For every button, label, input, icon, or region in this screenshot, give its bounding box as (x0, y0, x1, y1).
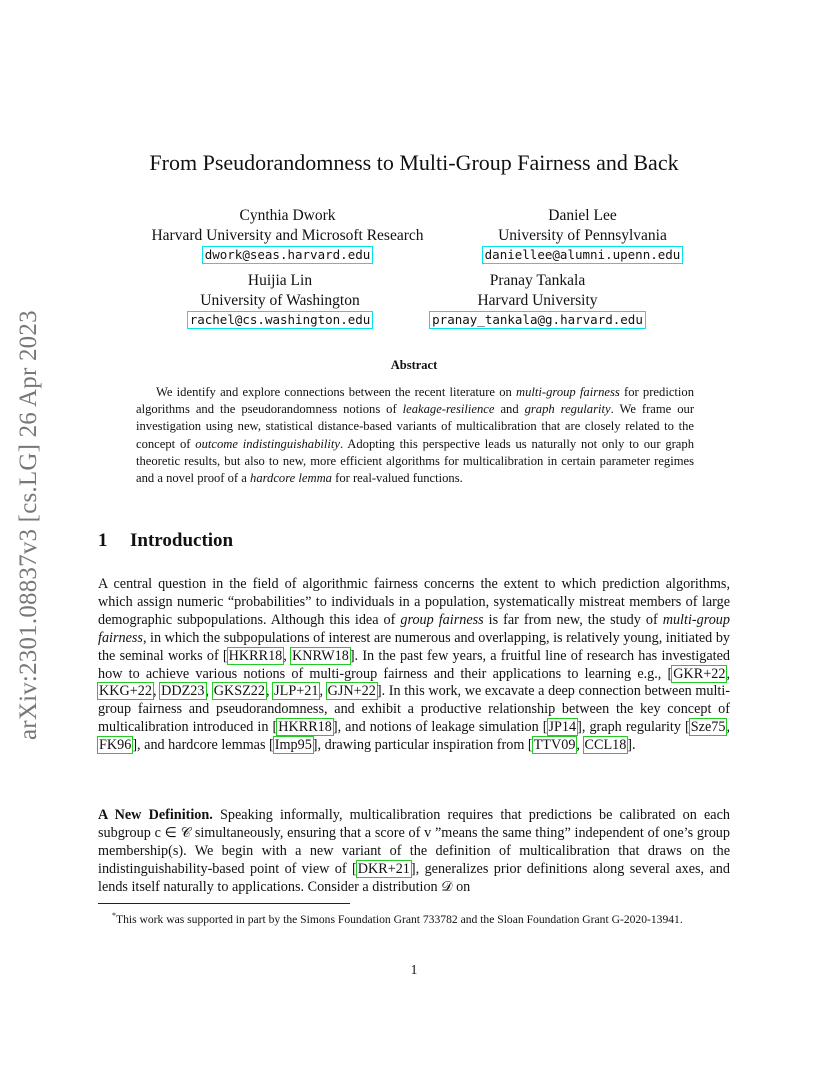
citation-link[interactable]: FK96 (99, 737, 132, 754)
author-affiliation: University of Pennsylvania (498, 226, 667, 244)
author-email-link[interactable]: rachel@cs.washington.edu (187, 311, 374, 329)
intro-paragraph: A central question in the field of algorithmic fairness concerns the extent to which prediction algorithms, which assign numeric “probabilities” to individuals in a population, systematically mistreat members of large demographic subpopulations. Although this idea of group fairness is far from new, the study of multi-group fairness, in which the subpopulations of interest are numerous and overlapping, is relatively young, initiated by the seminal works of [HKRR18, KNRW18]. In the past few years, a fruitful line of research has investigated how to achieve various notions of multi-group fairness and their applications to learning e.g., [GKR+22, KKG+22, DDZ23, GKSZ22, JLP+21, GJN+22]. In this work, we excavate a deep connection between multi-group fairness and pseudorandomness, and exhibit a productive relationship between the key concept of multicalibration introduced in [HKRR18], and notions of leakage simulation [JP14], graph regularity [Sze75, FK96], and hardcore lemmas [Imp95], drawing particular inspiration from [TTV09, CCL18]. (98, 576, 731, 754)
paragraph-title: A New Definition. (98, 807, 213, 823)
citation-link[interactable]: GJN+22 (327, 683, 376, 700)
citation-link[interactable]: GKSZ22 (213, 683, 265, 700)
citation-link[interactable]: DKR+21 (357, 860, 410, 877)
author-email-link[interactable]: pranay_tankala@g.harvard.edu (429, 311, 646, 329)
citation-link[interactable]: Sze75 (690, 719, 726, 736)
page-number: 1 (410, 962, 418, 977)
author-email-link[interactable]: dwork@seas.harvard.edu (202, 246, 374, 264)
author-affiliation: Harvard University and Microsoft Research (151, 226, 424, 244)
abstract-heading: Abstract (390, 358, 438, 372)
section-title: Introduction (130, 530, 234, 551)
citation-link[interactable]: KNRW18 (292, 647, 349, 664)
citation-link[interactable]: JP14 (548, 719, 577, 736)
author-block (160, 271, 400, 330)
citation-link[interactable]: KKG+22 (99, 683, 152, 700)
citation-link[interactable]: HKRR18 (278, 719, 332, 736)
author-name: Cynthia Dwork (239, 207, 336, 224)
abstract-text: We identify and explore connections between the recent literature on multi-group fairness for prediction algorithms and the pseudorandomness notions of leakage-resilience and graph regularity. We frame our investigation using new, statistical distance-based variants of multicalibration that are closely related to the concept of outcome indistinguishability. Adopting this perspective leads us naturally not only to our graph theoretic results, but also to new, more efficient algorithms for multicalibration in certain parameter regimes and a novel proof of a hardcore lemma for real-valued functions. (136, 385, 695, 486)
section-heading (98, 530, 233, 552)
author-block (130, 206, 445, 265)
citation-link[interactable]: DDZ23 (161, 683, 205, 700)
citation-link[interactable]: JLP+21 (274, 683, 319, 700)
author-email-link[interactable]: daniellee@alumni.upenn.edu (482, 246, 684, 264)
author-block (410, 271, 665, 330)
citation-link[interactable]: HKRR18 (228, 647, 283, 664)
citation-link[interactable]: TTV09 (533, 737, 576, 754)
section-number: 1 (98, 530, 108, 551)
author-affiliation: University of Washington (200, 291, 360, 309)
author-name: Pranay Tankala (489, 272, 586, 289)
author-name: Huijia Lin (247, 272, 313, 289)
author-name: Daniel Lee (548, 207, 617, 224)
footnote-mark: * (112, 911, 116, 920)
citation-link[interactable]: CCL18 (584, 737, 627, 754)
author-block (465, 206, 700, 265)
footnote-rule (98, 903, 350, 904)
paper-title: From Pseudorandomness to Multi-Group Fairness and Back (149, 150, 679, 175)
citation-link[interactable]: Imp95 (274, 737, 312, 754)
arxiv-stamp: arXiv:2301.08837v3 [cs.LG] 26 Apr 2023 (15, 310, 42, 740)
author-affiliation: Harvard University (477, 291, 598, 309)
new-definition-paragraph: A New Definition. Speaking informally, multicalibration requires that predictions be calibrated on each subgroup c ∈ 𝒞 simultaneously, ensuring that a score of v ”means the same thing” independent of one’s group membership(s). We begin with a new variant of the definition of multicalibration that draws on the indistinguishability-based point of view of [DKR+21], generalizes prior definitions along several axes, and lends itself naturally to applications. Consider a distribution 𝒟 on (98, 807, 730, 895)
footnote: *This work was supported in part by the Simons Foundation Grant 733782 and the Sloan Foundation Grant G-2020-13941. (112, 911, 683, 926)
citation-link[interactable]: GKR+22 (673, 665, 726, 682)
